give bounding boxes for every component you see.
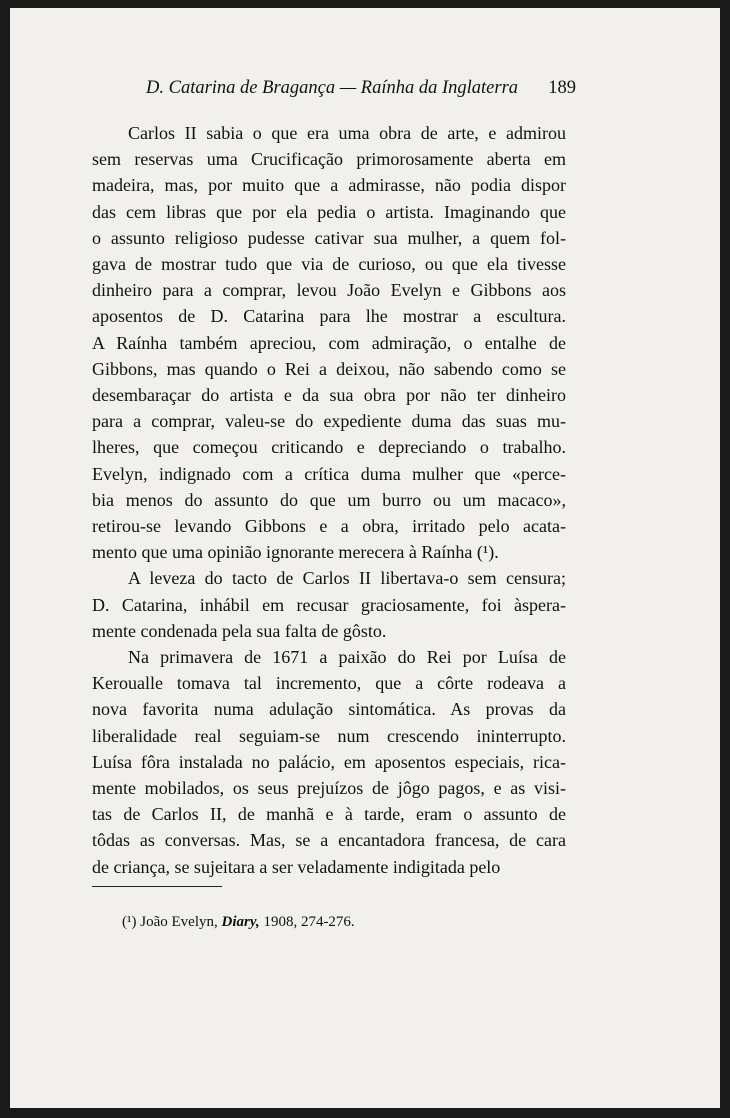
text-line: dinheiro para a comprar, levou João Evelyn e Gibbons aos	[92, 280, 566, 301]
text-line: sem reservas uma Crucificação primorosamente aberta em	[92, 149, 566, 170]
text-line: das cem libras que por ela pedia o artista. Imaginando que	[92, 201, 566, 222]
text-line: madeira, mas, por muito que a admirasse, não podia dispor	[92, 175, 566, 196]
text-line: Luísa fôra instalada no palácio, em aposentos especiais, rica-	[92, 751, 566, 772]
text-line: aposentos de D. Catarina para lhe mostrar a escultura.	[92, 306, 566, 327]
text-line: A Raínha também apreciou, com admiração, o entalhe de	[92, 332, 566, 353]
scanned-page	[10, 8, 720, 1108]
text-line: o assunto religioso pudesse cativar sua mulher, a quem fol-	[92, 227, 566, 248]
text-line: mente mobilados, os seus prejuízos de jôgo pagos, e as visi-	[92, 778, 566, 799]
paragraph-3	[92, 644, 566, 880]
text-line: Evelyn, indignado com a crítica duma mulher que «perce-	[92, 463, 566, 484]
footnote	[122, 914, 355, 931]
text-line: D. Catarina, inhábil em recusar graciosamente, foi àspera-	[92, 594, 566, 615]
text-line: mente condenada pela sua falta de gôsto.	[92, 620, 387, 641]
page-number: 189	[548, 78, 576, 98]
text-line: bia menos do assunto do que um burro ou um macaco»,	[92, 489, 566, 510]
text-line: mento que uma opinião ignorante merecera à Raínha (¹).	[92, 542, 499, 563]
text-line: tas de Carlos II, de manhã e à tarde, eram o assunto de	[92, 804, 566, 825]
text-line: gava de mostrar tudo que via de curioso, ou que ela tivesse	[92, 254, 566, 275]
text-line: Gibbons, mas quando o Rei a deixou, não sabendo como se	[92, 358, 566, 379]
text-line: liberalidade real seguiam-se num crescendo ininterrupto.	[92, 725, 566, 746]
footnote-rule	[92, 886, 222, 887]
text-line: tôdas as conversas. Mas, se a encantadora francesa, de cara	[92, 830, 566, 851]
text-line: Keroualle tomava tal incremento, que a côrte rodeava a	[92, 673, 566, 694]
paragraph-1	[92, 120, 566, 565]
footnote-work: Diary,	[221, 914, 260, 930]
text-line: nova favorita numa adulação sintomática. As provas da	[92, 699, 566, 720]
text-line: de criança, se sujeitara a ser veladamente indigitada pelo	[92, 856, 501, 877]
text-line: para a comprar, valeu-se do expediente duma das suas mu-	[92, 411, 566, 432]
running-header	[146, 78, 576, 99]
text-line: Na primavera de 1671 a paixão do Rei por Luísa de	[128, 647, 566, 668]
text-line: retirou-se levando Gibbons e a obra, irritado pelo acata-	[92, 516, 566, 537]
text-line: Carlos II sabia o que era uma obra de arte, e admirou	[128, 123, 566, 143]
body-text	[92, 120, 566, 880]
text-line: desembaraçar do artista e da sua obra por não ter dinheiro	[92, 385, 566, 406]
footnote-author: João Evelyn,	[140, 914, 218, 930]
footnote-marker: (¹)	[122, 914, 137, 930]
text-line: lheres, que começou criticando e depreciando o trabalho.	[92, 437, 566, 458]
running-title: D. Catarina de Bragança — Raínha da Inglaterra	[146, 78, 519, 98]
text-line: A leveza do tacto de Carlos II libertava-o sem censura;	[128, 568, 566, 589]
footnote-ref: 1908, 274-276.	[263, 914, 355, 930]
paragraph-2	[92, 565, 566, 644]
